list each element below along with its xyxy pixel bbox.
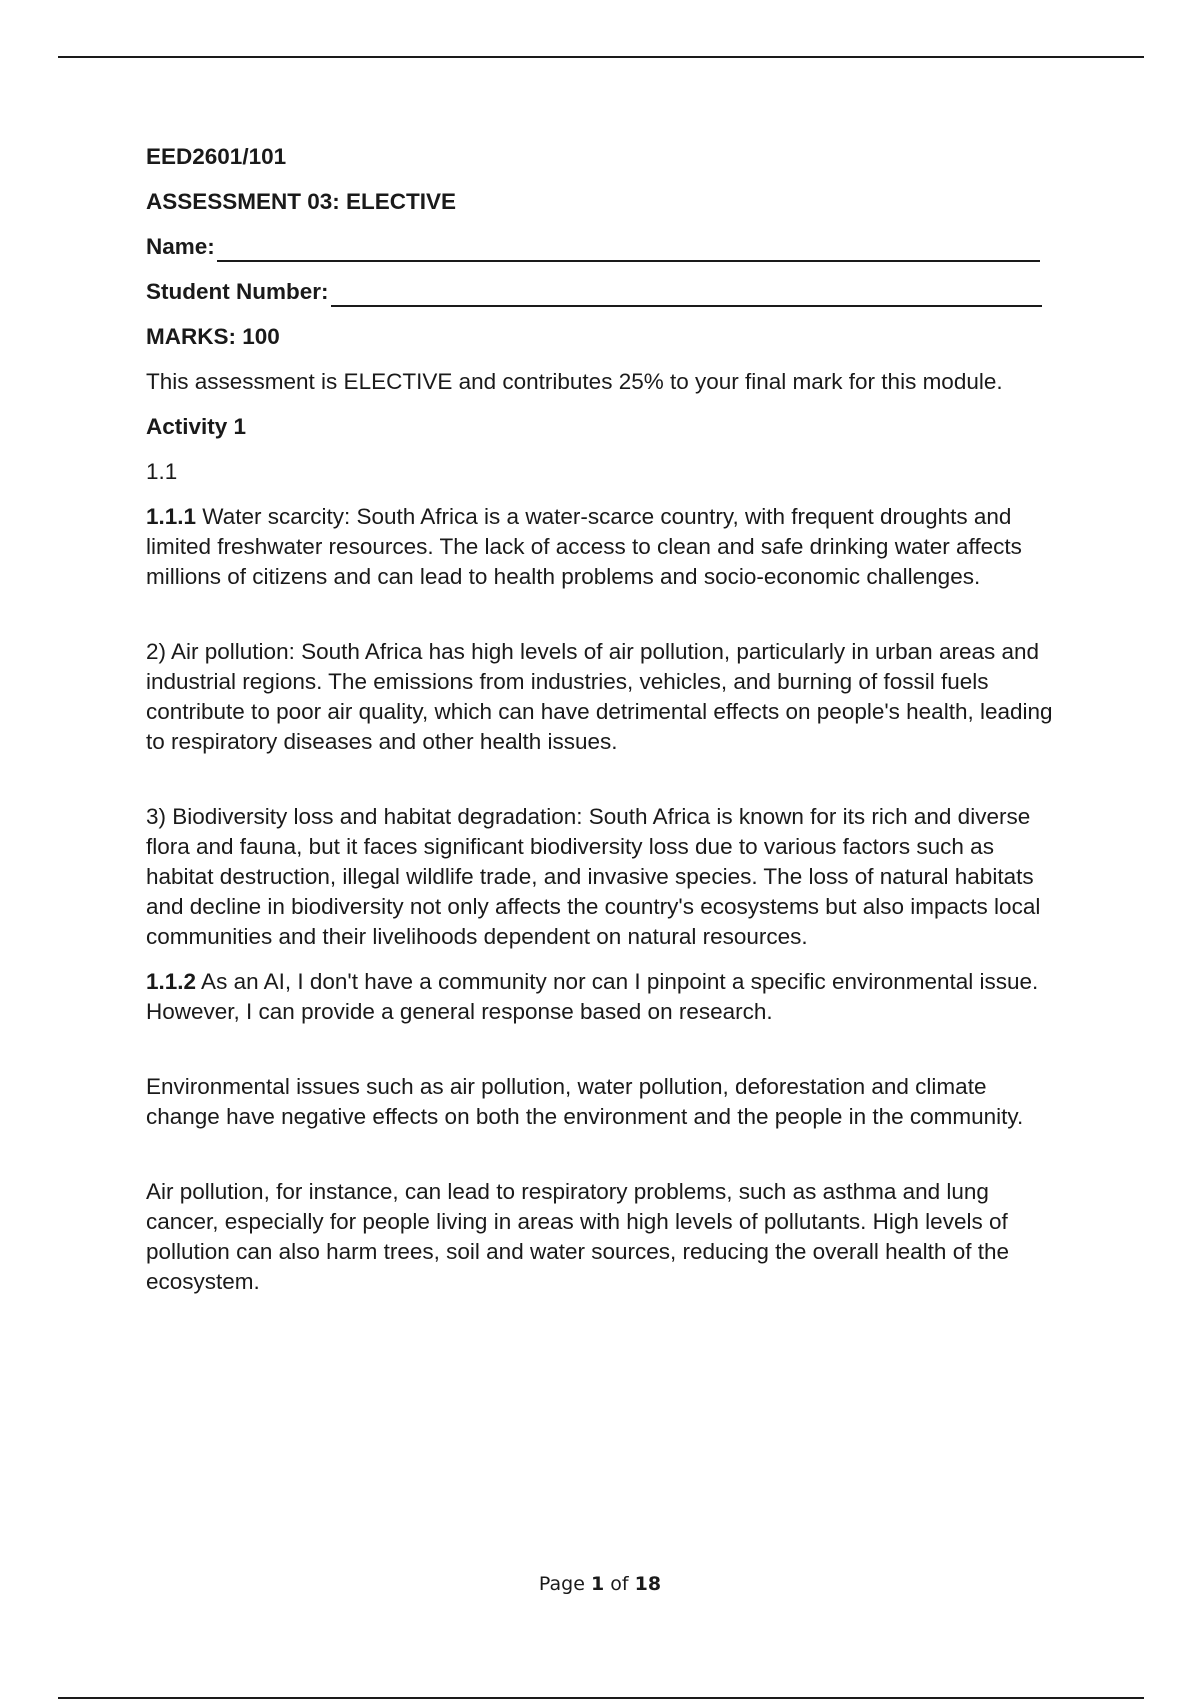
paragraph-air-pollution: 2) Air pollution: South Africa has high levels of air pollution, particularly in urban areas and industrial regions. The emissions from industries, vehicles, and burning of fossil fuels contribute to poor air quality, which can have detrimental effects on people's health, leading to respiratory diseases and other health issues. (146, 639, 1053, 754)
document-body (146, 142, 1056, 1312)
paragraph-environmental-issues: Environmental issues such as air pollution, water pollution, deforestation and climate change have negative effects on both the environment and the people in the community. (146, 1074, 1024, 1129)
question-text: Water scarcity: South Africa is a water-scarce country, with frequent droughts and limited freshwater resources. The lack of access to clean and safe drinking water affects millions of citizens and can lead to health problems and socio-economic challenges. (146, 504, 1022, 589)
top-rule (58, 56, 1144, 58)
assessment-title: ASSESSMENT 03: ELECTIVE (146, 189, 457, 214)
total-pages: 18 (634, 1573, 662, 1595)
question-text: As an AI, I don't have a community nor can I pinpoint a specific environmental issue. However, I can provide a general response based on research. (146, 969, 1039, 1024)
name-field (146, 232, 1040, 262)
intro-paragraph: This assessment is ELECTIVE and contributes 25% to your final mark for this module. (146, 369, 1003, 394)
page-word: Page (538, 1573, 585, 1595)
question-1-1-1 (146, 502, 1056, 592)
student-number-label: Student Number: (146, 279, 329, 304)
marks-heading: MARKS: 100 (146, 324, 280, 349)
module-code: EED2601/101 (146, 144, 287, 169)
question-1-1-2 (146, 967, 1056, 1027)
student-number-field (146, 277, 1042, 307)
name-label: Name: (146, 234, 215, 259)
current-page: 1 (590, 1573, 605, 1595)
question-number: 1.1.2 (146, 969, 197, 994)
of-word: of (610, 1573, 629, 1595)
student-number-blank-line (331, 285, 1043, 307)
question-number: 1.1.1 (146, 504, 197, 529)
section-number: 1.1 (146, 459, 178, 484)
paragraph-biodiversity: 3) Biodiversity loss and habitat degradation: South Africa is known for its rich and diverse flora and fauna, but it faces significant biodiversity loss due to various factors such as habitat destruction, illegal wildlife trade, and invasive species. The loss of natural habitats and decline in biodiversity not only affects the country's ecosystems but also impacts local communities and their livelihoods dependent on natural resources. (146, 804, 1041, 949)
page-footer (0, 1573, 1200, 1595)
activity-heading: Activity 1 (146, 414, 247, 439)
bottom-rule (58, 1697, 1144, 1699)
name-blank-line (217, 240, 1040, 262)
paragraph-air-pollution-effects: Air pollution, for instance, can lead to respiratory problems, such as asthma and lung cancer, especially for people living in areas with high levels of pollutants. High levels of pollution can also harm trees, soil and water sources, reducing the overall health of the ecosystem. (146, 1179, 1009, 1294)
